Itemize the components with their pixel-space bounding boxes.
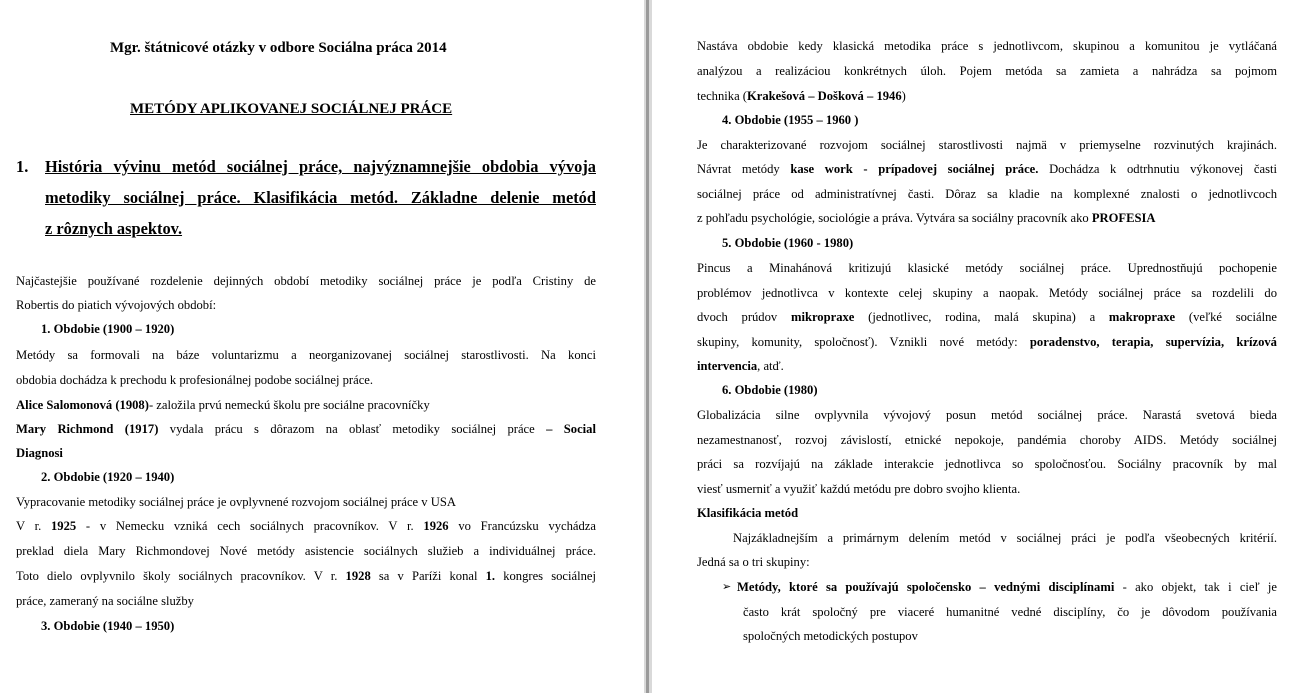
period-3-heading: 3. Obdobie (1940 – 1950) — [41, 619, 175, 633]
left-page — [0, 0, 644, 693]
period-6-line-4: viesť usmerniť a využiť každú metódu pre dobro svojho klienta. — [697, 482, 1021, 496]
period-4-heading: 4. Obdobie (1955 – 1960 ) — [722, 113, 859, 127]
text-run: technika ( — [697, 89, 747, 103]
text-run: skupiny, komunity, spoločnosť). Vznikli nové metódy: — [697, 335, 1030, 349]
intervencia-term: intervencia — [697, 359, 758, 373]
period-1-heading: 1. Obdobie (1900 – 1920) — [41, 322, 175, 336]
case-work-term: kase work - prípadovej sociálnej práce. — [790, 162, 1039, 176]
question-line-1: História vývinu metód sociálnej práce, najvýznamnejšie obdobia vývoja — [45, 157, 596, 176]
period-4-line-4 — [697, 210, 1156, 226]
year-1926: 1926 — [423, 519, 449, 533]
year-1925: 1925 — [51, 519, 77, 533]
text-run: Návrat metódy — [697, 162, 791, 176]
mikropraxe-term: mikropraxe — [790, 310, 855, 324]
period-2-line-2 — [16, 518, 596, 534]
text-run: Toto dielo ovplyvnilo školy sociálnych pracovníkov. V r. — [16, 569, 346, 583]
right-page — [652, 0, 1301, 693]
salomon-text: - založila prvú nemeckú školu pre sociálne pracovníčky — [148, 398, 430, 412]
period-6-line-1: Globalizácia silne ovplyvnila vývojový posun metód sociálnej práce. Narastá svetová bieda — [697, 408, 1277, 422]
authors-ref: Krakešová – Došková – 1946 — [747, 89, 902, 103]
congress-number: 1. — [485, 569, 496, 583]
makropraxe-term: makropraxe — [1108, 310, 1176, 324]
salomon-line — [16, 397, 430, 413]
bullet-term: Metódy, ktoré sa používajú spoločensko – vednými disciplínami — [737, 580, 1115, 594]
period-5-line-3 — [697, 309, 1277, 325]
text-run: ) — [901, 89, 906, 103]
period-5-line-2: problémov jednotlivca v kontexte celej skupiny a naopak. Metódy sociálnej práce sa rozdelili do — [697, 286, 1277, 300]
salomon-name: Alice Salomonová (1908) — [16, 398, 149, 412]
richmond-text: vydala prácu s dôrazom na oblasť metodiky sociálnej práce — [158, 422, 547, 436]
new-methods-terms: poradenstvo, terapia, supervízia, krízová — [1029, 335, 1277, 349]
text-run: V r. — [16, 519, 51, 533]
text-run: (veľké sociálne — [1175, 310, 1277, 324]
text-run: sa v Paríži konal — [370, 569, 486, 583]
year-1928: 1928 — [345, 569, 371, 583]
classification-heading: Klasifikácia metód — [697, 506, 799, 520]
classification-line-2: Jedná sa o tri skupiny: — [697, 555, 810, 569]
period-4-line-1: Je charakterizované rozvojom sociálnej starostlivosti najmä v priemyselne rozvinutých krajinách. — [697, 138, 1277, 152]
period-2-line-1: Vypracovanie metodiky sociálnej práce je ovplyvnené rozvojom sociálnej práce v USA — [16, 495, 456, 509]
question-line-2: metodiky sociálnej práce. Klasifikácia metód. Základne delenie metód — [45, 188, 596, 207]
richmond-line — [16, 421, 596, 437]
bullet-line-2: často krát spoločný pre viaceré humanitné vedné disciplíny, čo je dôvodom používania — [743, 605, 1277, 619]
period-5-line-1: Pincus a Minahánová kritizujú klasické metódy sociálnej práce. Uprednostňujú pochopenie — [697, 261, 1277, 275]
text-run: dvoch prúdov — [697, 310, 791, 324]
period-3-line-2: analýzou a realizáciou konkrétnych úloh. Pojem metóda sa zamieta a nahrádza sa pojmom — [697, 64, 1277, 78]
richmond-work: – Social — [546, 422, 596, 436]
period-3-line-3 — [697, 88, 906, 104]
period-5-heading: 5. Obdobie (1960 - 1980) — [722, 236, 854, 250]
period-6-line-3: práci sa rozvíjajú na základe interakcie jednotlivca so spoločnosťou. Sociálny pracovník by mal — [697, 457, 1277, 471]
period-4-line-2 — [697, 161, 1277, 177]
text-run: - v Nemecku vzniká cech sociálnych pracovníkov. V r. — [76, 519, 424, 533]
bullet-line-1 — [737, 579, 1277, 595]
period-4-line-3: sociálnej práce od administratívnej časti. Dôraz sa kladie na komplexné znalosti o jednotlivcoch — [697, 187, 1277, 201]
document-header: Mgr. štátnicové otázky v odbore Sociálna práca 2014 — [110, 40, 447, 56]
bullet-line-3: spoločných metodických postupov — [743, 629, 918, 643]
intro-line-1: Najčastejšie používané rozdelenie dejinných období metodiky sociálnej práce je podľa Cristiny de — [16, 274, 596, 288]
period-3-line-1: Nastáva obdobie kedy klasická metodika práce s jednotlivcom, skupinou a komunitou je vytláčaná — [697, 39, 1277, 53]
page-divider — [644, 0, 652, 693]
text-run: vo Francúzsku vychádza — [448, 519, 596, 533]
period-2-line-5: práce, zameraný na sociálne služby — [16, 594, 194, 608]
period-5-line-4 — [697, 334, 1277, 350]
period-1-line-2: obdobia dochádza k prechodu k profesionálnej podobe sociálnej práce. — [16, 373, 374, 387]
classification-line-1: Najzákladnejším a primárnym delením metód v sociálnej práci je podľa všeobecných kritérií. — [733, 531, 1277, 545]
question-line-3: z rôznych aspektov. — [45, 219, 183, 238]
period-6-line-2: nezamestnanosť, rozvoj závislostí, etnické nepokoje, pandémia choroby AIDS. Metódy sociálnej — [697, 433, 1277, 447]
period-6-heading: 6. Obdobie (1980) — [722, 383, 818, 397]
period-2-line-4 — [16, 568, 596, 584]
richmond-name: Mary Richmond (1917) — [16, 422, 159, 436]
period-2-line-3: preklad diela Mary Richmondovej Nové metódy asistencie sociálnych služieb a individuálnej práce. — [16, 544, 596, 558]
text-run: (jednotlivec, rodina, malá skupina) a — [854, 310, 1109, 324]
intro-line-2: Robertis do piatich vývojových období: — [16, 298, 217, 312]
text-run: Dochádza k odtrhnutiu výkonovej časti — [1038, 162, 1277, 176]
text-run: z pohľadu psychológie, sociológie a práva. Vytvára sa sociálny pracovník ako — [697, 211, 1092, 225]
period-1-line-1: Metódy sa formovali na báze voluntarizmu a neorganizovanej sociálnej starostlivosti. Na konci — [16, 348, 596, 362]
page-title: METÓDY APLIKOVANEJ SOCIÁLNEJ PRÁCE — [130, 101, 453, 117]
question-number: 1. — [16, 157, 29, 176]
richmond-work-cont: Diagnosi — [16, 446, 63, 460]
text-run: kongres sociálnej — [495, 569, 596, 583]
period-2-heading: 2. Obdobie (1920 – 1940) — [41, 470, 175, 484]
text-run: - ako objekt, tak i cieľ je — [1114, 580, 1277, 594]
period-5-line-5 — [697, 358, 784, 374]
text-run: , atď. — [757, 359, 784, 373]
bullet-arrow-icon: ➢ — [722, 580, 732, 593]
profesia-term: PROFESIA — [1091, 211, 1156, 225]
